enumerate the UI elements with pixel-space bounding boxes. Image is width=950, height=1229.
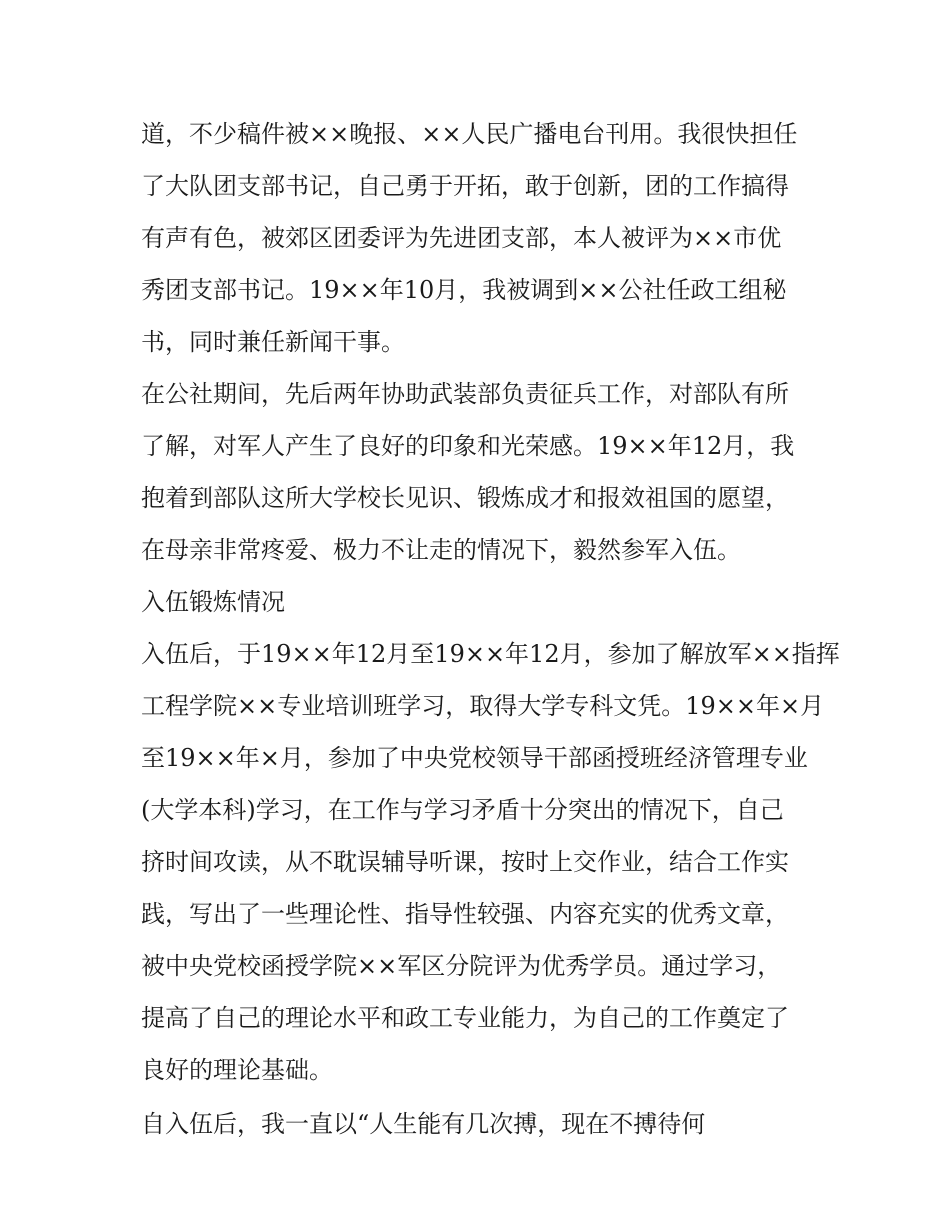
text-line: 工程学院××专业培训班学习，取得大学专科文凭。19××年×月 <box>141 692 825 720</box>
section-heading-enlistment-training <box>141 576 821 628</box>
text-line: 在公社期间，先后两年协助武装部负责征兵工作，对部队有所 <box>141 380 789 408</box>
paragraph-news-and-league-work <box>141 108 821 368</box>
text-line: 入伍后，于19××年12月至19××年12月，参加了解放军××指挥 <box>141 640 840 668</box>
text-line: 抱着到部队这所大学校长见识、锻炼成才和报效祖国的愿望， <box>141 484 789 512</box>
text-line: 在母亲非常疼爱、极力不让走的情况下，毅然参军入伍。 <box>141 536 741 564</box>
text-line: 秀团支部书记。19××年10月，我被调到××公社任政工组秘 <box>141 276 787 304</box>
text-line: 挤时间攻读，从不耽误辅导听课，按时上交作业，结合工作实 <box>141 848 789 876</box>
text-line: 了大队团支部书记，自己勇于开拓，敢于创新，团的工作搞得 <box>141 172 789 200</box>
paragraph-education-after-enlistment <box>141 628 840 1096</box>
paragraph-commune-period <box>141 368 821 576</box>
text-line: 良好的理论基础。 <box>141 1056 333 1084</box>
text-line: 道，不少稿件被××晚报、××人民广播电台刊用。我很快担任 <box>141 120 798 148</box>
text-line: 有声有色，被郊区团委评为先进团支部，本人被评为××市优 <box>141 224 782 252</box>
text-line: 践，写出了一些理论性、指导性较强、内容充实的优秀文章， <box>141 900 789 928</box>
text-line: 了解，对军人产生了良好的印象和光荣感。19××年12月，我 <box>141 432 795 460</box>
text-line: 至19××年×月，参加了中央党校领导干部函授班经济管理专业 <box>141 744 808 772</box>
paragraph-motto <box>141 1098 821 1150</box>
text-line: 书，同时兼任新闻干事。 <box>141 328 405 356</box>
document-body <box>141 108 840 1150</box>
section-heading: 入伍锻炼情况 <box>141 588 285 616</box>
text-line: (大学本科)学习，在工作与学习矛盾十分突出的情况下，自己 <box>141 796 784 824</box>
text-line: 提高了自己的理论水平和政工专业能力，为自己的工作奠定了 <box>141 1004 789 1032</box>
text-line: 自入伍后，我一直以“人生能有几次搏，现在不搏待何 <box>141 1110 706 1138</box>
text-line: 被中央党校函授学院××军区分院评为优秀学员。通过学习， <box>141 952 782 980</box>
